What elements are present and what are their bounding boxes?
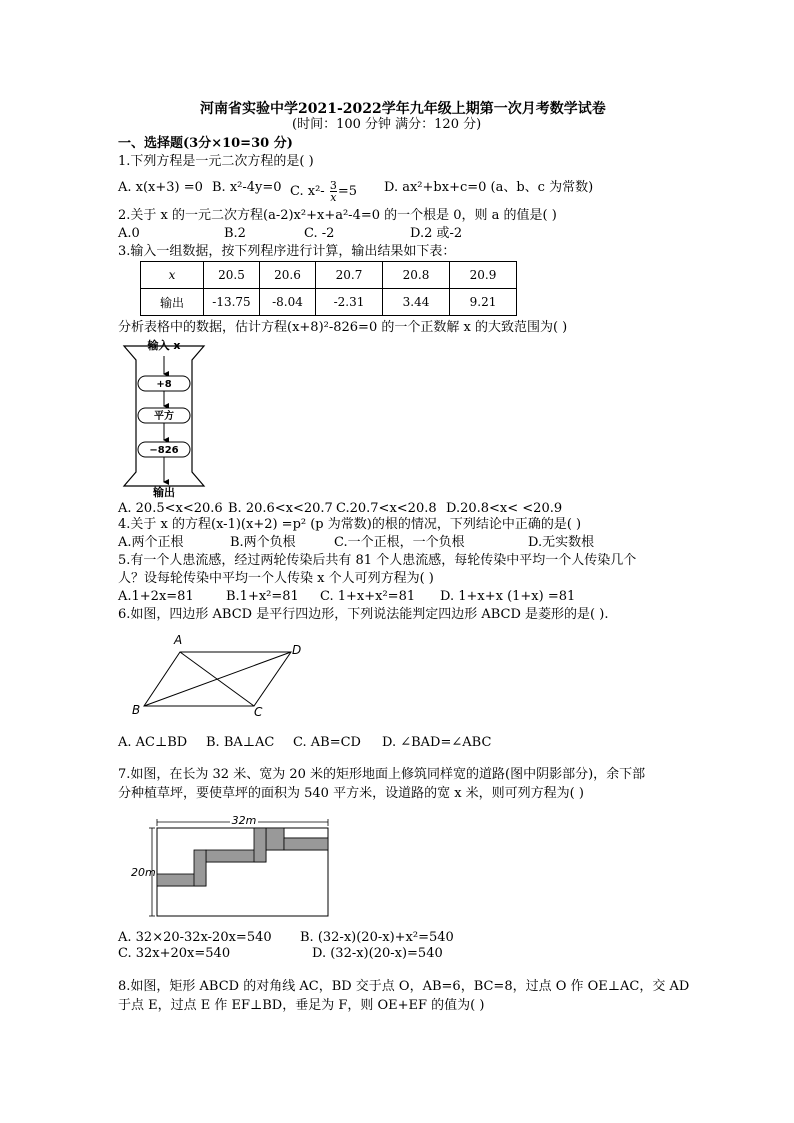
q1-stem: 1.下列方程是一元二次方程的是( ) [118,154,314,169]
diagonal-bd [144,652,291,706]
q7-stem-line1: 7.如图，在长为 32 米、宽为 20 米的矩形地面上修筑同样宽的道路(图中阴影部分)，余下部 [118,767,646,782]
height-label: 20m [131,866,156,879]
flow-output-label: 输出 [153,486,175,498]
q6-option-c: C. AB=CD [293,735,361,750]
q6-option-a: A. AC⊥BD [118,735,188,750]
table-cell: 20.7 [316,262,383,289]
table-cell: 20.6 [260,262,316,289]
q4-option-d: D.无实数根 [528,535,595,550]
flow-step3-text: −826 [149,445,179,456]
table-cell: -2.31 [316,289,383,316]
table-cell: 20.8 [383,262,450,289]
vertex-label-d: D [292,643,302,657]
q3-analysis: 分析表格中的数据，估计方程(x+8)²-826=0 的一个正数解 x 的大致范围为( ) [118,320,568,335]
q5-option-a: A.1+2x=81 [118,589,194,604]
q7-stem-line2: 分种植草坪，要使草坪的面积为 540 平方米，设道路的宽 x 米，则可列方程为( ) [118,786,584,801]
q5-option-b: B.1+x²=81 [226,589,299,604]
q2-option-c: C. -2 [304,226,335,241]
q1-option-b: B. x²-4y=0 [212,180,282,195]
page-title: 河南省实验中学2021-2022学年九年级上期第一次月考数学试卷 [200,101,606,117]
q2-option-b: B.2 [224,226,246,241]
q3-flowchart [118,336,210,498]
q4-option-c: C.一个正根，一个负根 [334,535,465,550]
q4-stem: 4.关于 x 的方程(x-1)(x+2) =p² (p 为常数)的根的情况，下列结论中正确的是( ) [118,517,582,532]
vertex-label-a: A [174,633,183,647]
table-cell: -13.75 [204,289,260,316]
q5-option-c: C. 1+x+x²=81 [320,589,416,604]
table-cell: 9.21 [450,289,517,316]
q7-option-b: B. (32-x)(20-x)+x²=540 [300,930,454,945]
q2-option-d: D.2 或-2 [410,226,463,241]
q4-option-a: A.两个正根 [118,535,184,550]
q8-stem-line1: 8.如图，矩形 ABCD 的对角线 AC，BD 交于点 O，AB=6，BC=8，过点 O 作 OE⊥AC，交 AD [118,979,690,994]
q7-option-c: C. 32x+20x=540 [118,946,231,961]
q7-lawn-figure [128,810,338,922]
road-shaded-5 [194,850,206,886]
table-cell: 3.44 [383,289,450,316]
q5-stem-line1: 5.有一个人患流感，经过两轮传染后共有 81 个人患流感，每轮传染中平均一个人传染几个 [118,553,637,568]
q4-option-b: B.两个负根 [230,535,296,550]
exam-subtitle: (时间：100 分钟 满分：120 分) [292,117,482,132]
vertex-label-b: B [132,703,141,717]
table-header-output: 输出 [141,289,204,316]
q3-stem: 3.输入一组数据，按下列程序进行计算，输出结果如下表： [118,244,456,259]
q3-option-b: B. 20.6<x<20.7 [228,501,333,516]
q8-stem-line2: 于点 E，过点 E 作 EF⊥BD，垂足为 F，则 OE+EF 的值为( ) [118,998,485,1013]
q5-stem-line2: 人？设每轮传染中平均一个人传染 x 个人可列方程为( ) [118,571,434,586]
table-cell: -8.04 [260,289,316,316]
q2-stem: 2.关于 x 的一元二次方程(a-2)x²+x+a²-4=0 的一个根是 0，则 a 的值是( ) [118,208,557,223]
road-shaded-4 [284,838,328,850]
table-row [141,289,517,316]
q1-option-d: D. ax²+bx+c=0 (a、b、c 为常数) [384,180,594,195]
table-cell: 20.9 [450,262,517,289]
q3-data-table [140,261,517,316]
table-cell: 20.5 [204,262,260,289]
vertex-label-c: C [254,705,263,719]
q5-option-d: D. 1+x+x (1+x) =81 [440,589,576,604]
q6-option-b: B. BA⊥AC [206,735,275,750]
q3-option-c: C.20.7<x<20.8 [336,501,437,516]
flow-step2-text: 平方 [154,411,174,422]
q1-option-c: C. x²- $\frac{3}{x}$ =5 [290,179,357,204]
table-row [141,262,517,289]
table-header-x: x [141,262,204,289]
section-heading: 一、选择题(3分×10=30 分) [118,136,293,151]
q1-option-a: A. x(x+3) =0 [118,180,203,195]
q6-stem: 6.如图，四边形 ABCD 是平行四边形，下列说法能判定四边形 ABCD 是菱形的是( ). [118,607,609,622]
q3-option-a: A. 20.5<x<20.6 [118,501,223,516]
q2-option-a: A.0 [118,226,140,241]
road-shaded-6 [254,828,266,862]
q7-option-a: A. 32×20-32x-20x=540 [118,930,272,945]
q6-parallelogram-figure [128,630,308,720]
q6-option-d: D. ∠BAD=∠ABC [382,735,492,750]
road-shaded-3 [266,828,284,850]
flow-step1-text: +8 [156,379,172,390]
q7-option-d: D. (32-x)(20-x)=540 [312,946,443,961]
width-label: 32m [231,814,257,827]
flow-input-label: 输入 x [147,339,181,352]
q3-option-d: D.20.8<x< <20.9 [446,501,563,516]
